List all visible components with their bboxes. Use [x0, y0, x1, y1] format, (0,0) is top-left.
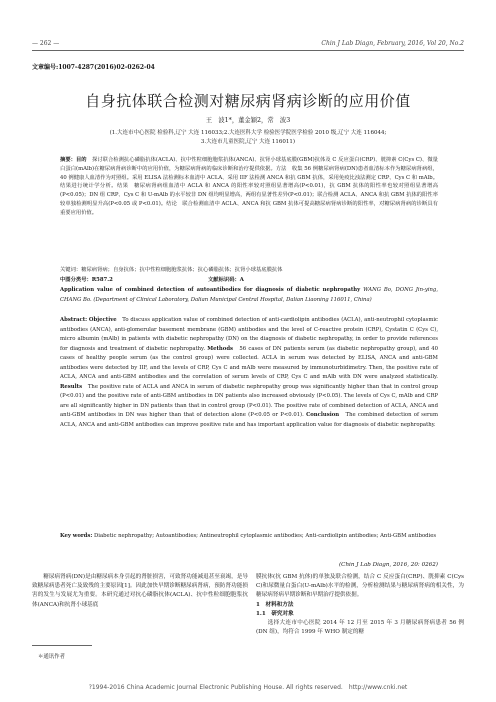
- methods-text: 56 cases of DN patients serum (as diabetic nephropathy group), and 40 cases of healthy people serum (as the control group) were collected. ACLA in serum was detected by ELISA, ANCA and anti-GBM antibodies were detected by IIF, and the levels of CRP, Cys C and mAlb were measured by immunoturbidimetry. Then, the positive rate of ACLA, ANCA and anti-GBM antibodies and the correlation of serum levels of CRP, Cys C and mAlb with DN were analyzed statistically.: [60, 345, 438, 380]
- body-column-left: 糖尿病肾病(DN)是由糖尿病本身引起的肾脏损害，可致肾功能减退甚至衰竭，是导致糖尿病患者死亡及致残的主要原因[1]。因此加快早期诊断糖尿病肾病，预防肾功能损害的发生与发展尤为重要。本研究通过对抗心磷脂抗体(ACLA)、抗中性粒细胞胞浆抗体(ANCA)和抗肾小球基底: [32, 574, 248, 608]
- abstract-cn-text: 探讨联合检测抗心磷脂抗体(ACLA)、抗中性粒细胞胞浆抗体(ANCA)、抗肾小球基底膜(GBM)抗体及 C 反应蛋白(CRP)、胱抑素 C(Cys C)、微量白蛋白(mAlb)在糖尿病肾病诊断中的应用价值，为糖尿病肾病的临床诊断和治疗提供依据。方法 收集 56 例糖尿病肾病(DN)患者血清标本作为糖尿病肾病组，40 例健康人血清作为对照组。采用 ELISA 法检测标本血清中 ACLA、采用 IIF 法检测 ANCA 和抗 GBM 抗体，采用免疫比浊法测定 CRP、Cys C 和 mAlb。结果进行统计学分析。结果 糖尿病肾病组血清中 ACLA 和 ANCA 的阳性率较对照组显著增高(P<0.01)，抗 GBM 抗体的阳性率也较对照组显著增高(P<0.05)；DN 组 CRP、Cys C 和 U-mAlb 的水平较非 DN 组均明显增高，两组有显著性差异(P<0.01)；联合检测 ACLA、ANCA 和抗 GBM 抗体的阳性率较单独检测明显升高(P<0.05 或 P<0.01)。结论 联合检测血清中 ACLA、ANCA 和抗 GBM 抗体可提高糖尿病肾病诊断的阳性率，对糖尿病肾病的诊断具有重要应用价值。: [60, 157, 438, 216]
- objective-label: Objective: [88, 317, 117, 323]
- subsection-heading: 1.1 研究对象: [256, 610, 294, 617]
- affiliation-line: (1.大连市中心医院 检验科,辽宁 大连 116033;2.大连医科大学 检验医学院医学检验 2010 级,辽宁 大连 116044;: [109, 130, 387, 136]
- article-number: 文章编号:1007-4287(2016)02-0262-04: [32, 64, 155, 71]
- abstract-cn-label: 摘要：目的: [60, 157, 87, 163]
- clc-number: 中图分类号：R587.2: [60, 277, 113, 283]
- document-code: 文献标识码：A: [208, 277, 244, 283]
- title-en: Application value of combined detection of autoantibodies for diagnosis of diabetic nephropathy: [60, 287, 361, 293]
- journal-reference: Chin J Lab Diagn, February, 2016, Vol 20, No.2: [321, 40, 464, 47]
- abstract-cn: [60, 156, 438, 218]
- section-heading: 1 材料和方法: [256, 601, 294, 608]
- header-rule: [32, 50, 464, 51]
- body-paragraph: 选择大连市中心医院 2014 年 12 月至 2015 年 3 月糖尿病肾病患者 56 例(DN 组)，均符合 1999 年 WHO 制定的糖: [256, 620, 464, 636]
- title-cn: 自身抗体联合检测对糖尿病肾病诊断的应用价值: [85, 92, 411, 110]
- affiliations-cn: [60, 129, 436, 147]
- keywords-cn: 关键词：糖尿病肾病；自身抗体；抗中性粒细胞胞浆抗体；抗心磷脂抗体；抗肾小球基底膜抗体: [60, 267, 283, 273]
- body-paragraph: 膜抗体(抗 GBM 抗体)的单独及联合检测，结合 C 反应蛋白(CRP)、胱抑素 C(Cys C)和尿微量白蛋白(U-mAlb)水平的检测，分析检测结果与糖尿病肾病的相关性，为糖尿病肾病早期诊断和早期治疗提供依据。: [256, 574, 464, 599]
- page-number: — 262 —: [32, 40, 60, 47]
- results-label: Results: [60, 383, 83, 390]
- methods-label: Methods: [207, 345, 233, 352]
- body-column-right: [256, 573, 464, 637]
- authors-en: WANG Bo, DONG Jin-ying, CHANG Bo. (Department of Clinical Laboratory, Dalian Municipal Central Hospital, Dalian Liaoning 116011, China): [60, 287, 439, 303]
- keywords-en-text: Diabetic nephropathy; Autoantibodies; Antineutrophil cytoplasmic antibodies; Anti-cardiolipin antibodies; Anti-GBM antibodies: [94, 533, 437, 539]
- abstract-en: [60, 316, 438, 430]
- footnote: ＊通讯作者: [38, 654, 65, 660]
- conclusion-label: Conclusion: [306, 412, 340, 418]
- keywords-en: [60, 532, 438, 542]
- footnote-rule: [32, 645, 92, 646]
- abstract-en-label: Abstract:: [60, 317, 88, 323]
- results-text: The positive rate of ACLA and ANCA in serum of diabetic nephropathy group was significantly higher than that in control group (P<0.01) and the positive rate of anti-GBM antibodies in DN patients also increased obviously (P<0.05). The levels of Cys C, mAlb and CRP are all significantly higher in DN patients than that in control group (P<0.01). The positive rate of combined detection of ACLA, ANCA and anti-GBM antibodies in DN was higher than that of detection alone (P<0.05 or P<0.01).: [60, 383, 438, 418]
- affiliation-line: 3.大连市儿童医院,辽宁 大连 116011): [200, 138, 296, 145]
- copyright-footer: ?1994-2016 China Academic Journal Electronic Publishing House. All rights reserved. http://www.cnki.net: [88, 684, 408, 691]
- classification: [60, 276, 438, 285]
- authors-cn: 王 波1*，董金颖2，常 波3: [205, 117, 291, 124]
- citation: (Chin J Lab Diagn, 2016, 20: 0262): [338, 562, 438, 568]
- objective-text: To discuss application value of combined detection of anti-cardiolipin antibodies (ACLA), anti-neutrophil cytoplasmic antibodies (ANCA), anti-glomerular basement membrane (GBM) antibodies and the level of C-reactive protein (CRP), Cystatin C (Cys C), micro albumin (mAlb) in patients with diabetic nephropathy (DN) on the diagnosis of diabetic nephropathy, in order to provide references for diagnosis and treatment of diabetic nephropathy.: [60, 317, 438, 352]
- conclusion-text: The combined detection of serum ACLA, ANCA and anti-GBM antibodies can improve positive rate and has important application value for diagnosis of diabetic nephropathy.: [60, 412, 438, 428]
- keywords-en-label: Key words:: [60, 533, 93, 539]
- english-title-block: [60, 286, 438, 305]
